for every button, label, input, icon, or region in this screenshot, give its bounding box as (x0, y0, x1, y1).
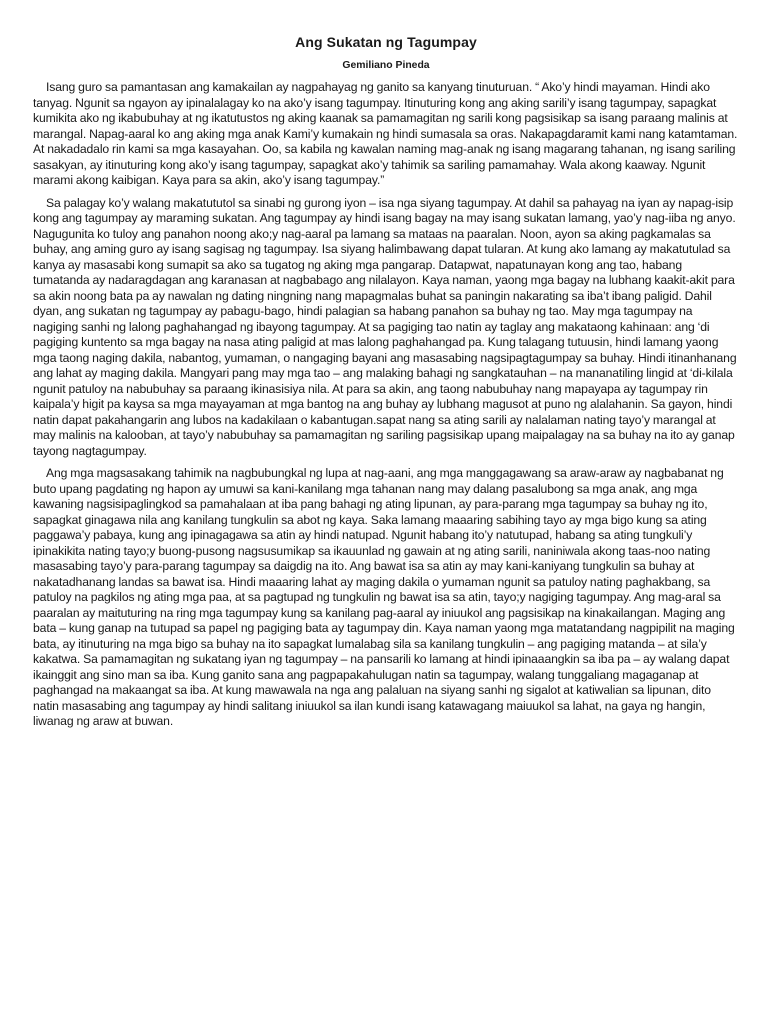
document-author: Gemiliano Pineda (342, 60, 430, 71)
paragraph-2: Sa palagay ko’y walang makatututol sa sinabi ng gurong iyon – isa nga siyang tagumpay. At dahil sa pahayag na iyan ay napag-isip kong ang tagumpay ay maraming sukatan. Ang tagumpay ay hindi isang bagay na may isang sukatan lamang, yao’y nag-iiba ng anyo. Nagugunita ko tuloy ang panahon noong ako;y nag-aaral pa lamang sa mataas na paaralan. Noon, ayon sa aking pagkamalas sa buhay, ang aming guro ay isang sagisag ng tagumpay. Isa siyang halimbawang dapat tularan. At kung ako lamang ay makatutulad sa kanya ay masasabi kong sumapit sa ako sa tugatog ng aking mga pangarap. Datapwat, napatunayan kong ang tao, habang tumatanda ay nadaragdagan ang karanasan at nagbabago ang nilalayon. Kaya naman, yaong mga bagay na lubhang kaakit-akit para sa akin noong bata pa ay nawalan ng dating ningning nang mapagmalas buhat sa paningin nakarating sa iba’t ibang paligid. Dahil dyan, ang sukatan ng tagumpay ay pabagu-bago, hindi palagian sa habang panahon sa buhay ng tao. May mga tagumpay na nagiging sanhi ng lalong paghahangad ng ibayong tagumpay. At sa pagiging tao natin ay taglay ang makataong kahinaan: ang ‘di pagiging kuntento sa mga bagay na nasa ating paligid at mas lalong paghahangad pa. Kung talagang tutuusin, hindi lamang yaong mga taong naging dakila, nabantog, yumaman, o nangaging bayani ang masasabing nagsipagtagumpay sa buhay. Hindi itinanhanang ang lahat ay maging dakila. Mangyari pang may mga tao – ang malaking bahagi ng sangkatauhan – na mananatiling lingid at ‘di-kilala ngunit patuloy na nabubuhay sa paraang ikinasisiya nila. At para sa akin, ang taong nabubuhay nang mapayapa ay tagumpay rin kaipala’y higit pa kaysa sa mga mayayaman at mga bantog na ang buhay ay lubhang magusot at puno ng alalahanin. Sa gayon, hindi natin dapat pakahangarin ang lubos na kadakilaan o kabantugan.sapat nang sa ating sarili ay nalalaman nating tayo’y marangal at may malinis na kalooban, at tayo’y nabubuhay sa pamamagitan ng sariling pagsisikap upang maipalagay na sa buhay na ito ay ganap tayong nagtagumpay. (33, 195, 737, 458)
document-page (33, 34, 739, 737)
document-title: Ang Sukatan ng Tagumpay (295, 34, 477, 50)
paragraph-1: Isang guro sa pamantasan ang kamakailan ay nagpahayag ng ganito sa kanyang tinuturuan. “ Ako’y hindi mayaman. Hindi ako tanyag. Ngunit sa ngayon ay ipinalalagay ko na ako’y isang tagumpay. Itinuturing kong ang aking sarili’y isang tagumpay, sapagkat kumikita ako ng ikabubuhay at ng ikatutustos ng aking kaanak sa pamamagitan ng sarili kong pagsisikap sa isang paraang malinis at marangal. Napag-aaral ko ang aking mga anak Kami’y kumakain ng hindi sumasala sa oras. Nakapagdaramit kami nang katamtaman. At nakadadalo rin kami sa mga kasayahan. Oo, sa kabila ng kawalan naming mag-anak ng isang magarang tahanan, ng isang sariling sasakyan, ay itinuturing kong ako’y isang tagumpay, sapagkat ako’y tahimik sa sariling pamamahay. Wala akong kaaway. Ngunit marami akong kaibigan. Kaya para sa akin, ako’y isang tagumpay.” (33, 80, 738, 187)
paragraph-3: Ang mga magsasakang tahimik na nagbubungkal ng lupa at nag-aani, ang mga manggagawang sa araw-araw ay nagbabanat ng buto upang pagdating ng hapon ay umuwi sa kani-kanilang mga tahanan nang may dalang pasalubong sa mga anak, ang mga kawaning nagsisipaglingkod sa pamahalaan at iba pang bahagi ng ating lipunan, ay para-parang mga tagumpay sa buhay ng ito, sapagkat ginagawa nila ang kanilang tungkulin sa abot ng kaya. Saka lamang maaaring sabihing tayo ay mga bigo kung sa ating paggawa’y pabaya, kung ang ipinagagawa sa atin ay hindi natupad. Ngunit habang ito’y natutupad, habang sa ating tungkuli’y ipinakikita nating tayo;y buong-pusong nagsusumikap sa ikauunlad ng gawain at ng ating sarili, naniniwala akong taas-noo nating masasabing tayo’y para-parang tagumpay sa daigdig na ito. Ang bawat isa sa atin ay may kani-kaniyang tungkulin sa buhay at nakatadhanang landas sa bawat isa. Hindi maaaring lahat ay maging dakila o yumaman ngunit sa patuloy nating paghakbang, sa patuloy na pagkilos ng ating mga paa, at sa pagtupad ng tungkulin ng bawat isa sa atin, tayo;y nagiging tagumpay. Ang mag-aral sa paaralan ay maituturing na ring mga tagumpay kung sa kanilang pag-aaral ay iniuukol ang pagsisikap na kinakailangan. Maging ang bata – kung ganap na tutupad sa papel ng pagiging bata ay tagumpay din. Kaya naman yaong mga matatandang nagpipilit na maging bata, ay itinuturing na mga bigo sa buhay na ito sapagkat lumalabag sila sa kanilang tungkulin – ang pagiging matanda – at sila’y kakatwa. Sa pamamagitan ng sukatang iyan ng tagumpay – na pansarili ko lamang at hindi ipinaaangkin sa iba pa – ay walang dapat ikainggit ang sino man sa iba. Kung ganito sana ang pagpapakahulugan natin sa tagumpay, walang tunggaliang magaganap at paghangad na makaangat sa iba. At kung mawawala na nga ang palaluan na siyang sanhi ng sigalot at katiwalian sa lipunan, dito natin masasabing ang tagumpay ay hindi salitang iniuukol sa ilan kundi isang katawagang maiuukol sa lahat, na gaya ng hangin, liwanag ng araw at buwan. (33, 466, 735, 728)
